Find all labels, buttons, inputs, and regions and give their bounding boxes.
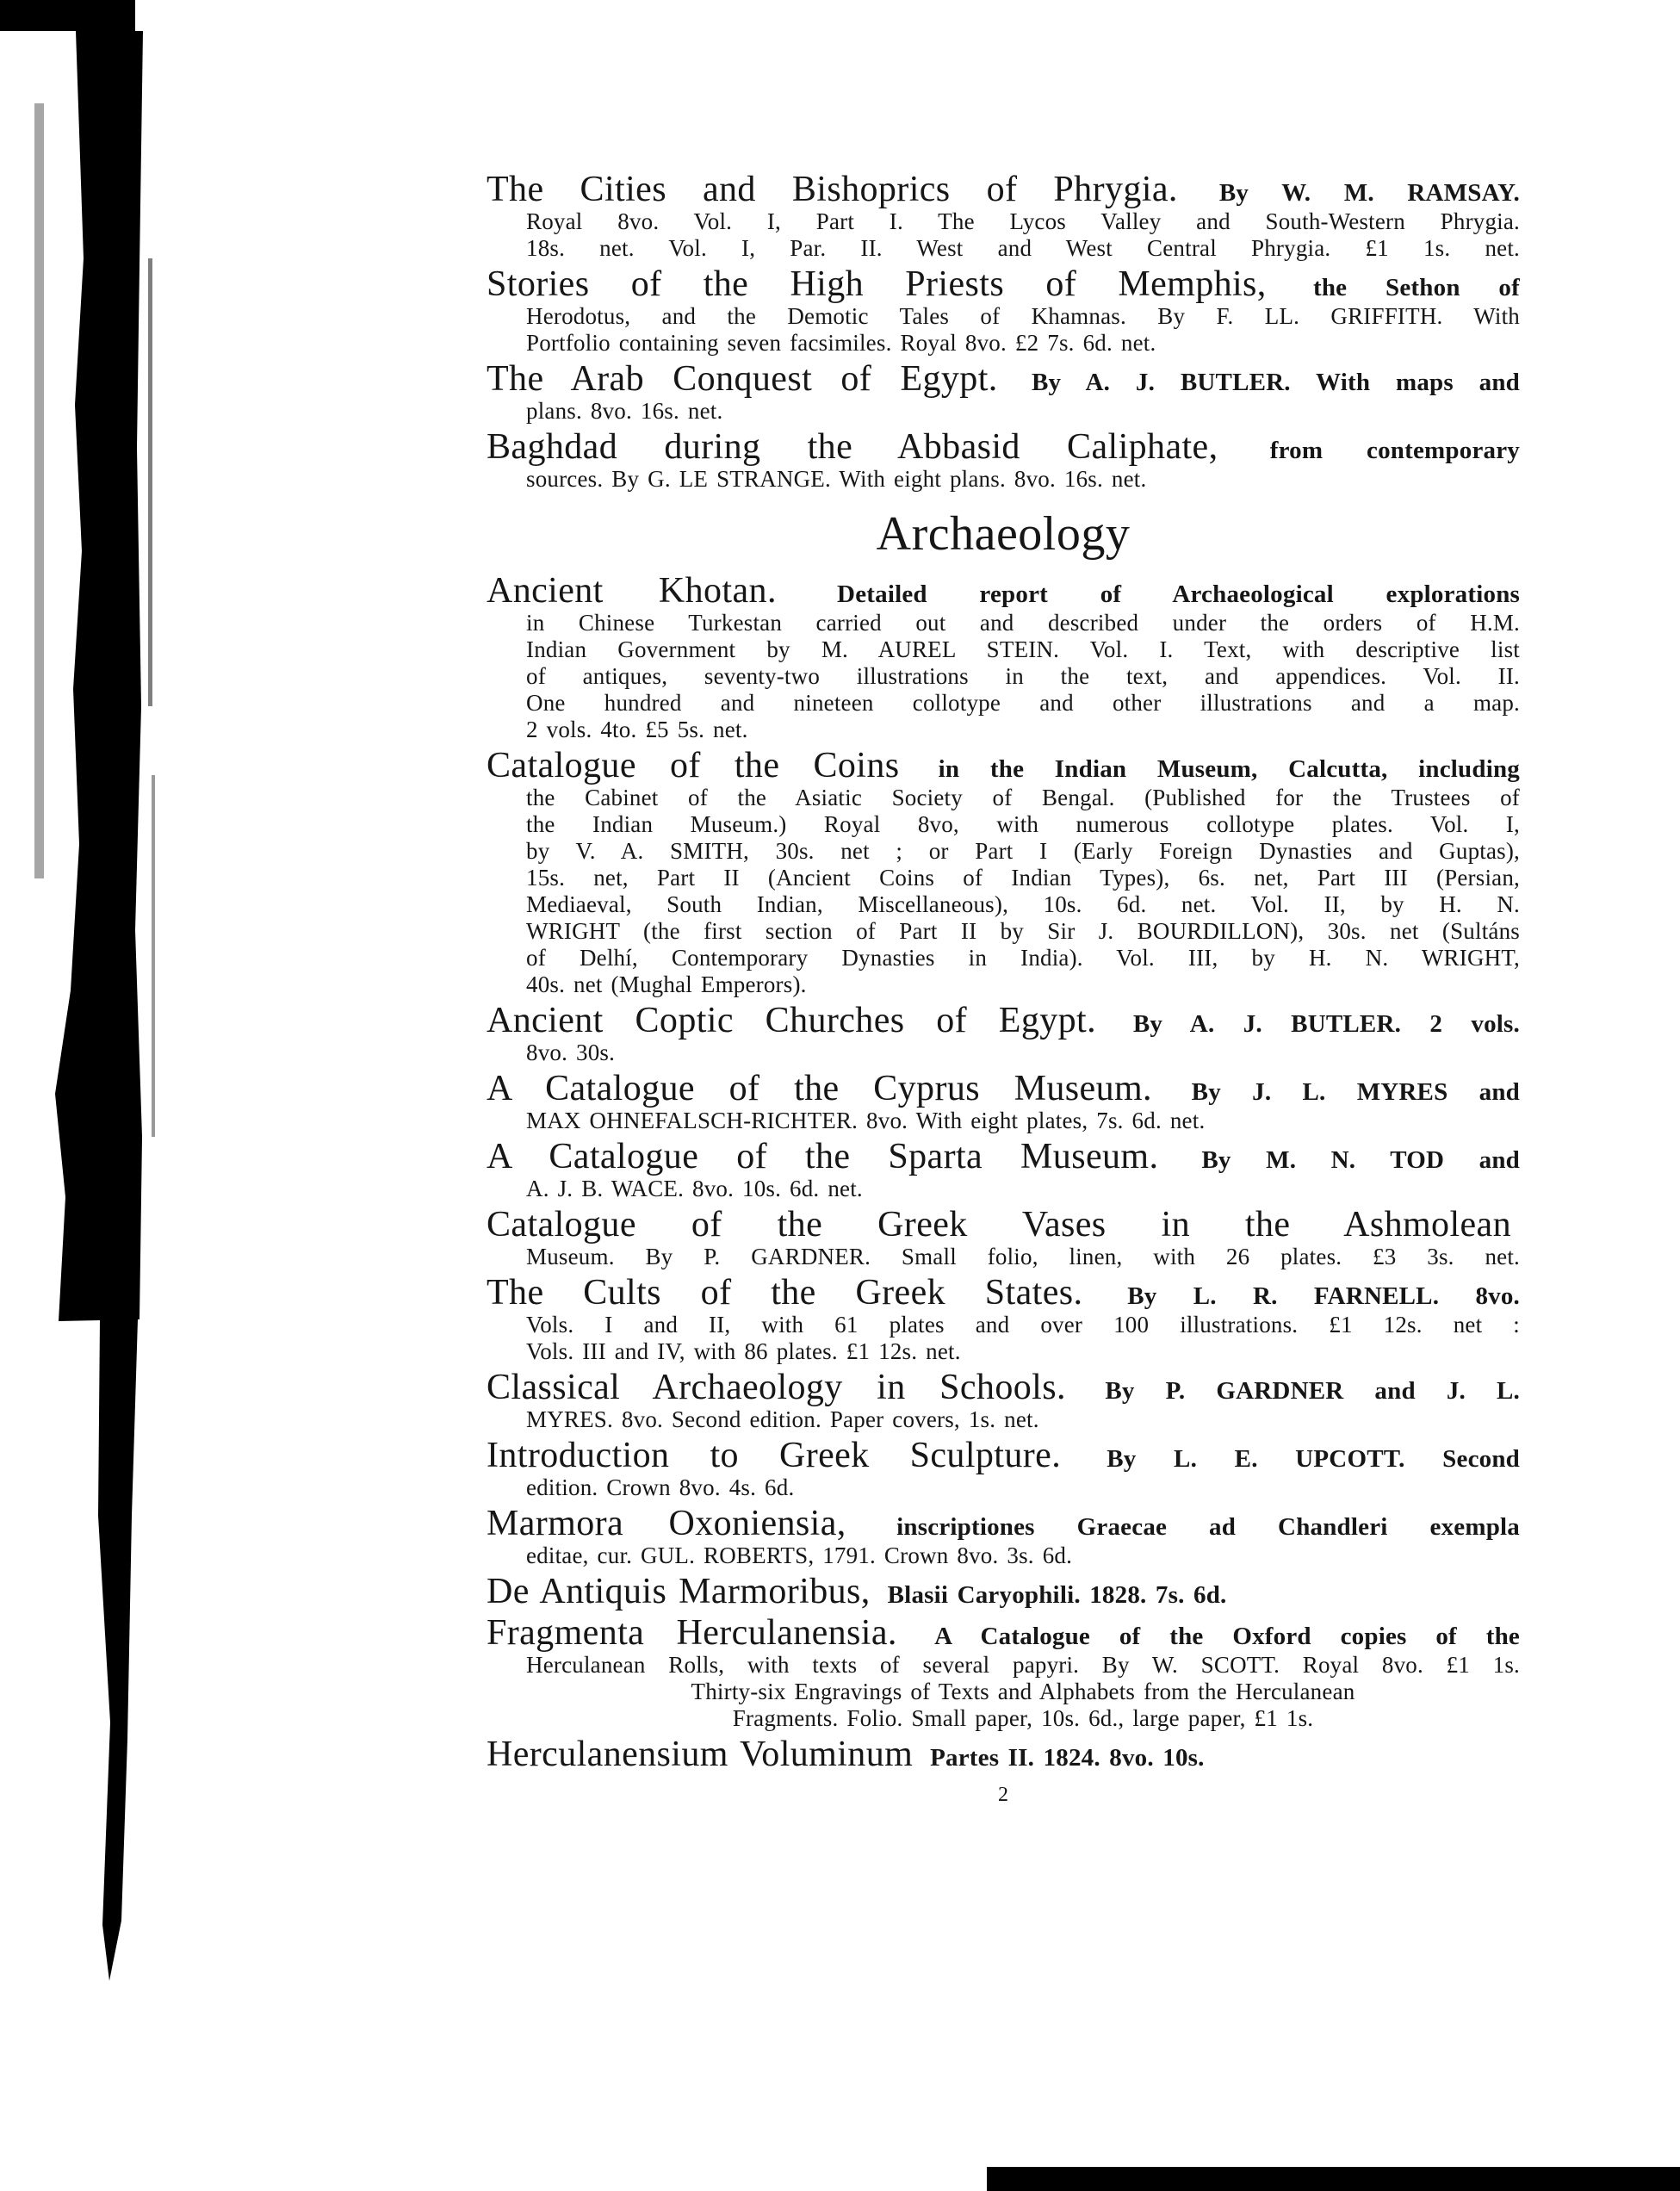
- entry-detail-text: One hundred and nineteen collotype and other illustrations and a map.: [526, 690, 1520, 716]
- entry-first-line: [487, 1138, 1520, 1176]
- entry-continuation-line: [487, 1108, 1520, 1134]
- entry-detail-text: Mediaeval, South Indian, Miscellaneous), 10s. 6d. net. Vol. II, by H. N.: [526, 891, 1520, 917]
- entry-byline: By A. J. BUTLER. With maps and: [1032, 369, 1521, 396]
- catalog-entry: [487, 265, 1520, 357]
- entry-byline: By M. N. TOD and: [1201, 1146, 1520, 1174]
- entry-continuation-line: [487, 1679, 1520, 1705]
- entry-byline: By J. L. MYRES and: [1191, 1078, 1520, 1106]
- scan-streak-thin-1: [148, 258, 152, 706]
- catalog-entry: [487, 1573, 1520, 1611]
- entry-first-line: [487, 1505, 1520, 1542]
- entry-detail-text: 8vo. 30s.: [526, 1040, 616, 1065]
- entry-byline: inscriptiones Graecae ad Chandleri exempla: [896, 1513, 1520, 1541]
- catalog-entry: [487, 572, 1520, 743]
- entry-continuation-line: [487, 717, 1520, 743]
- entry-detail-text: the Cabinet of the Asiatic Society of Bengal. (Published for the Trustees of: [526, 785, 1520, 810]
- catalog-entry: [487, 1735, 1520, 1773]
- entry-continuation-line: [487, 918, 1520, 945]
- entry-detail-text: the Indian Museum.) Royal 8vo, with numerous collotype plates. Vol. I,: [526, 811, 1520, 837]
- entry-first-line: [487, 1735, 1520, 1773]
- entry-byline: By P. GARDNER and J. L.: [1105, 1377, 1520, 1405]
- entry-detail-text: 15s. net, Part II (Ancient Coins of Indian Types), 6s. net, Part III (Persian,: [526, 865, 1520, 891]
- entry-continuation-line: [487, 610, 1520, 636]
- entry-first-line: [487, 1437, 1520, 1474]
- entry-detail-text: Vols. I and II, with 61 plates and over 100 illustrations. £1 12s. net :: [526, 1312, 1520, 1338]
- entry-title: Ancient Coptic Churches of Egypt.: [487, 1001, 1097, 1040]
- entry-first-line: [487, 1614, 1520, 1652]
- catalog-entry: [487, 171, 1520, 262]
- entry-title: The Arab Conquest of Egypt.: [487, 359, 998, 399]
- entry-detail-text: MAX OHNEFALSCH-RICHTER. 8vo. With eight plates, 7s. 6d. net.: [526, 1108, 1206, 1133]
- scan-binding-edge-streaks: [98, 1319, 138, 1981]
- entry-byline: from contemporary: [1269, 437, 1520, 464]
- entry-detail-text: of Delhí, Contemporary Dynasties in India). Vol. III, by H. N. WRIGHT,: [526, 945, 1520, 971]
- entry-byline: A Catalogue of the Oxford copies of the: [934, 1623, 1520, 1650]
- entry-byline: the Sethon of: [1313, 274, 1520, 301]
- entry-title: Catalogue of the Greek Vases in the Ashmolean: [487, 1205, 1511, 1244]
- entry-detail-text: edition. Crown 8vo. 4s. 6d.: [526, 1474, 795, 1500]
- entry-first-line: [487, 1070, 1520, 1108]
- archaeology-entries-section: [487, 572, 1520, 1773]
- entry-continuation-line: [487, 330, 1520, 357]
- scan-bottom-strip: [987, 2167, 1680, 2191]
- entry-title: Marmora Oxoniensia,: [487, 1504, 846, 1543]
- entry-continuation-line: [487, 208, 1520, 235]
- entry-byline: Blasii Caryophili. 1828. 7s. 6d.: [887, 1581, 1227, 1609]
- entry-continuation-line: [487, 303, 1520, 330]
- scan-streak-left: [34, 103, 44, 878]
- entry-title: A Catalogue of the Cyprus Museum.: [487, 1069, 1152, 1108]
- entry-continuation-line: [487, 891, 1520, 918]
- entry-detail-text: plans. 8vo. 16s. net.: [526, 398, 723, 424]
- entry-first-line: [487, 1274, 1520, 1312]
- entry-continuation-line: [487, 1474, 1520, 1501]
- entry-first-line: [487, 360, 1520, 398]
- entry-detail-text: Fragments. Folio. Small paper, 10s. 6d., large paper, £1 1s.: [732, 1705, 1314, 1731]
- entry-continuation-line: [487, 1705, 1520, 1732]
- entry-byline: By A. J. BUTLER. 2 vols.: [1132, 1010, 1520, 1038]
- entry-title: Herculanensium Voluminum: [487, 1735, 914, 1774]
- catalog-entry: [487, 1206, 1520, 1270]
- entry-detail-text: in Chinese Turkestan carried out and described under the orders of H.M.: [526, 610, 1520, 636]
- entry-detail-text: 2 vols. 4to. £5 5s. net.: [526, 717, 748, 742]
- entry-byline: Partes II. 1824. 8vo. 10s.: [930, 1744, 1205, 1772]
- entry-continuation-line: [487, 1338, 1520, 1365]
- entry-continuation-line: [487, 398, 1520, 425]
- entry-detail-text: editae, cur. GUL. ROBERTS, 1791. Crown 8vo. 3s. 6d.: [526, 1542, 1073, 1568]
- catalog-entry: [487, 360, 1520, 425]
- catalog-entry: [487, 428, 1520, 493]
- entry-byline: By W. M. RAMSAY.: [1218, 179, 1520, 207]
- entry-first-line: [487, 1369, 1520, 1406]
- catalog-entry: [487, 1437, 1520, 1501]
- entry-first-line: [487, 572, 1520, 610]
- entry-first-line: [487, 1206, 1520, 1244]
- page-number: 2: [998, 1784, 1008, 1806]
- entry-detail-text: Thirty-six Engravings of Texts and Alphabets from the Herculanean: [691, 1679, 1355, 1704]
- entry-detail-text: 18s. net. Vol. I, Par. II. West and West Central Phrygia. £1 1s. net.: [526, 235, 1520, 261]
- entry-detail-text: Vols. III and IV, with 86 plates. £1 12s. net.: [526, 1338, 961, 1364]
- entry-continuation-line: [487, 1652, 1520, 1679]
- entry-detail-text: sources. By G. LE STRANGE. With eight plans. 8vo. 16s. net.: [526, 466, 1147, 492]
- catalog-entry: [487, 1138, 1520, 1202]
- entry-continuation-line: [487, 690, 1520, 717]
- scan-corner-block: [0, 0, 135, 31]
- entry-detail-text: by V. A. SMITH, 30s. net ; or Part I (Early Foreign Dynasties and Guptas),: [526, 838, 1520, 864]
- entry-detail-text: Portfolio containing seven facsimiles. Royal 8vo. £2 7s. 6d. net.: [526, 330, 1156, 356]
- entry-continuation-line: [487, 811, 1520, 838]
- entry-title: Catalogue of the Coins: [487, 746, 900, 785]
- entry-detail-text: Herculanean Rolls, with texts of several papyri. By W. SCOTT. Royal 8vo. £1 1s.: [526, 1652, 1520, 1678]
- entry-continuation-line: [487, 865, 1520, 891]
- entry-title: De Antiquis Marmoribus,: [487, 1572, 871, 1611]
- entry-detail-text: WRIGHT (the first section of Part II by Sir J. BOURDILLON), 30s. net (Sultáns: [526, 918, 1520, 944]
- entry-detail-text: Museum. By P. GARDNER. Small folio, linen, with 26 plates. £3 3s. net.: [526, 1244, 1520, 1269]
- entry-byline: By L. E. UPCOTT. Second: [1107, 1445, 1521, 1473]
- entry-byline: By L. R. FARNELL. 8vo.: [1127, 1282, 1521, 1310]
- entry-first-line: [487, 428, 1520, 466]
- entry-first-line: [487, 1002, 1520, 1040]
- catalog-entry: [487, 1369, 1520, 1433]
- entry-continuation-line: [487, 1176, 1520, 1202]
- scan-binding-edge-band: [55, 31, 143, 1321]
- catalog-entry: [487, 1274, 1520, 1365]
- entry-detail-text: Indian Government by M. AUREL STEIN. Vol. I. Text, with descriptive list: [526, 636, 1520, 662]
- entry-continuation-line: [487, 235, 1520, 262]
- entry-continuation-line: [487, 1312, 1520, 1338]
- catalog-entry: [487, 1070, 1520, 1134]
- entry-title: Ancient Khotan.: [487, 571, 777, 611]
- entry-continuation-line: [487, 945, 1520, 971]
- catalog-entry: [487, 747, 1520, 998]
- entry-continuation-line: [487, 1406, 1520, 1433]
- entry-first-line: [487, 747, 1520, 785]
- entry-continuation-line: [487, 838, 1520, 865]
- entry-detail-text: 40s. net (Mughal Emperors).: [526, 971, 807, 997]
- catalog-entry: [487, 1505, 1520, 1569]
- entry-continuation-line: [487, 785, 1520, 811]
- entry-detail-text: A. J. B. WACE. 8vo. 10s. 6d. net.: [526, 1176, 863, 1201]
- entry-first-line: [487, 1573, 1520, 1611]
- entry-title: The Cults of the Greek States.: [487, 1273, 1083, 1313]
- entry-byline: Detailed report of Archaeological explorations: [837, 580, 1521, 608]
- catalog-text-column: [487, 171, 1520, 1807]
- entry-detail-text: of antiques, seventy-two illustrations in the text, and appendices. Vol. II.: [526, 663, 1520, 689]
- entry-continuation-line: [487, 971, 1520, 998]
- entry-continuation-line: [487, 466, 1520, 493]
- catalog-entry: [487, 1614, 1520, 1732]
- entry-title: The Cities and Bishoprics of Phrygia.: [487, 170, 1178, 209]
- entry-title: A Catalogue of the Sparta Museum.: [487, 1137, 1159, 1176]
- front-entries-section: [487, 171, 1520, 493]
- entry-detail-text: Royal 8vo. Vol. I, Part I. The Lycos Valley and South-Western Phrygia.: [526, 208, 1520, 234]
- entry-continuation-line: [487, 1542, 1520, 1569]
- catalog-entry: [487, 1002, 1520, 1066]
- entry-first-line: [487, 265, 1520, 303]
- scan-streak-thin-2: [152, 775, 155, 1137]
- entry-detail-text: MYRES. 8vo. Second edition. Paper covers, 1s. net.: [526, 1406, 1039, 1432]
- entry-title: Stories of the High Priests of Memphis,: [487, 264, 1267, 304]
- entry-first-line: [487, 171, 1520, 208]
- section-heading-archaeology: Archaeology: [876, 507, 1131, 561]
- entry-byline: in the Indian Museum, Calcutta, including: [938, 755, 1520, 783]
- entry-title: Classical Archaeology in Schools.: [487, 1368, 1066, 1407]
- entry-continuation-line: [487, 1244, 1520, 1270]
- entry-detail-text: Herodotus, and the Demotic Tales of Khamnas. By F. LL. GRIFFITH. With: [526, 303, 1520, 329]
- entry-title: Introduction to Greek Sculpture.: [487, 1436, 1062, 1475]
- entry-continuation-line: [487, 1040, 1520, 1066]
- entry-title: Fragmenta Herculanensia.: [487, 1613, 897, 1653]
- entry-continuation-line: [487, 663, 1520, 690]
- entry-title: Baghdad during the Abbasid Caliphate,: [487, 427, 1218, 467]
- entry-continuation-line: [487, 636, 1520, 663]
